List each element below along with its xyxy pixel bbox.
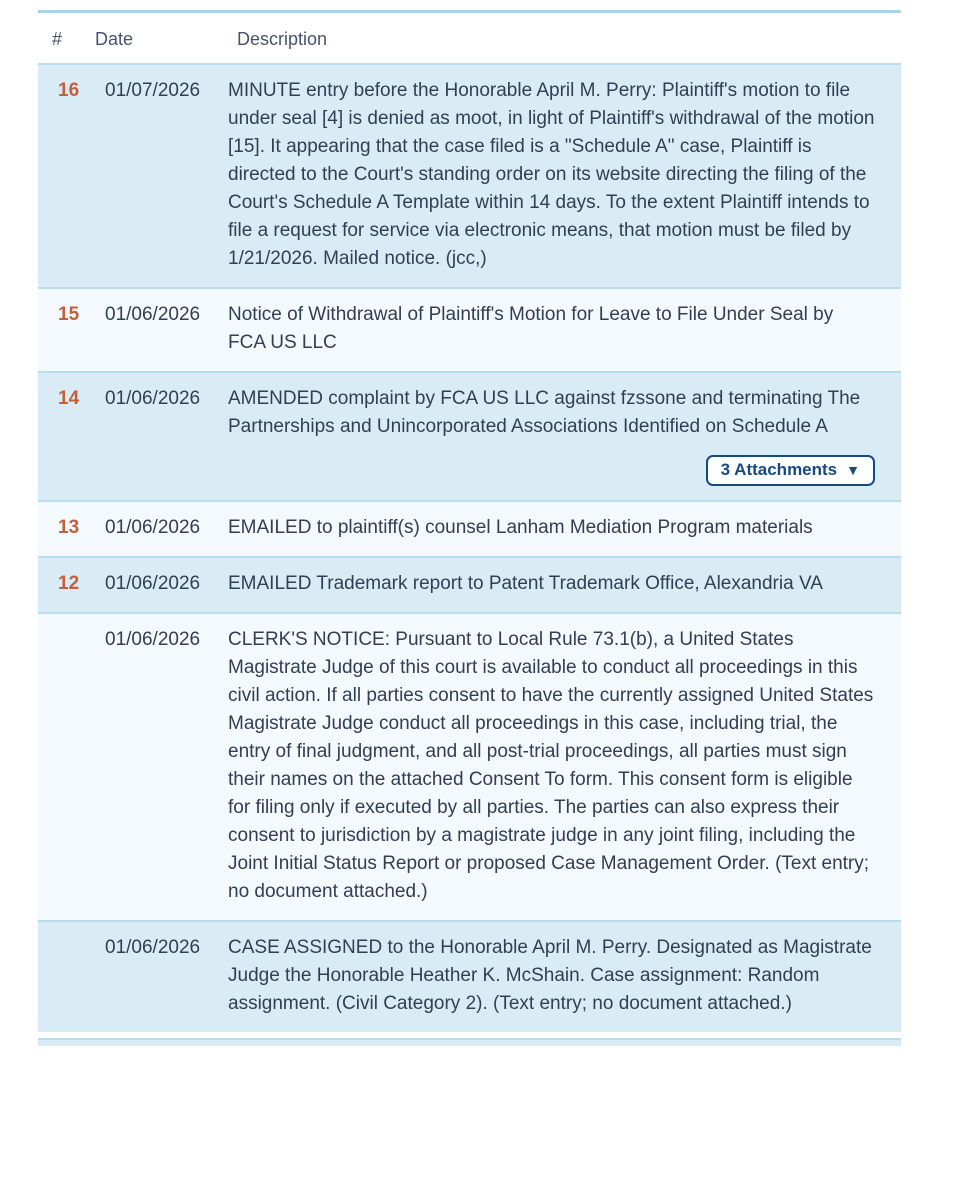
entry-number[interactable]: 13 xyxy=(58,517,80,538)
entry-number[interactable]: 12 xyxy=(58,573,80,594)
entry-date: 01/06/2026 xyxy=(105,573,201,594)
docket-table xyxy=(38,10,901,1046)
entry-number xyxy=(38,934,105,1018)
next-row-partial xyxy=(38,1038,901,1046)
entry-date: 01/06/2026 xyxy=(105,388,201,409)
docket-row-clerks-notice xyxy=(38,612,901,920)
entry-description: EMAILED to plaintiff(s) counsel Lanham Mediation Program materials xyxy=(228,517,813,538)
entry-date: 01/06/2026 xyxy=(105,517,201,538)
column-header-number: # xyxy=(52,29,63,49)
docket-rows xyxy=(38,63,901,1032)
docket-row-13 xyxy=(38,500,901,556)
entry-date: 01/06/2026 xyxy=(105,304,201,325)
docket-row-case-assigned xyxy=(38,920,901,1032)
docket-row-14 xyxy=(38,371,901,500)
entry-number[interactable]: 16 xyxy=(58,80,80,101)
entry-description: AMENDED complaint by FCA US LLC against fzssone and terminating The Partnerships and Unincorporated Associations Identified on Schedule A xyxy=(228,388,861,437)
entry-date: 01/06/2026 xyxy=(105,629,201,650)
docket-row-16 xyxy=(38,63,901,287)
entry-description: EMAILED Trademark report to Patent Trademark Office, Alexandria VA xyxy=(228,573,823,594)
column-header-date: Date xyxy=(95,29,134,49)
attachments-label: 3 Attachments xyxy=(720,460,838,479)
entry-number xyxy=(38,626,105,906)
docket-row-15 xyxy=(38,287,901,371)
entry-description: CASE ASSIGNED to the Honorable April M. Perry. Designated as Magistrate Judge the Honorable Heather K. McShain. Case assignment: Random assignment. (Civil Category 2). (Text entry; no document attached.) xyxy=(228,937,872,1014)
entry-date: 01/07/2026 xyxy=(105,80,201,101)
docket-row-12 xyxy=(38,556,901,612)
chevron-down-icon: ▼ xyxy=(846,462,860,478)
entry-number[interactable]: 14 xyxy=(58,388,80,409)
entry-number[interactable]: 15 xyxy=(58,304,80,325)
entry-date: 01/06/2026 xyxy=(105,937,201,958)
column-header-description: Description xyxy=(237,29,328,49)
attachments-button[interactable] xyxy=(706,455,875,486)
table-header xyxy=(38,13,901,63)
entry-description: MINUTE entry before the Honorable April M. Perry: Plaintiff's motion to file under seal [4] is denied as moot, in light of Plaintiff's withdrawal of the motion [15]. It appearing that the case filed is a "Schedule A" case, Plaintiff is directed to the Court's standing order on its website directing the filing of the Court's Schedule A Template within 14 days. To the extent Plaintiff intends to file a request for service via electronic means, that motion must be filed by 1/21/2026. Mailed notice. (jcc,) xyxy=(228,80,875,269)
entry-description: Notice of Withdrawal of Plaintiff's Motion for Leave to File Under Seal by FCA US LLC xyxy=(228,304,834,353)
entry-description: CLERK'S NOTICE: Pursuant to Local Rule 73.1(b), a United States Magistrate Judge of this court is available to conduct all proceedings in this civil action. If all parties consent to have the currently assigned United States Magistrate Judge conduct all proceedings in this case, including trial, the entry of final judgment, and all post-trial proceedings, all parties must sign their names on the attached Consent To form. This consent form is eligible for filing only if executed by all parties. The parties can also express their consent to jurisdiction by a magistrate judge in any joint filing, including the Joint Initial Status Report or proposed Case Management Order. (Text entry; no document attached.) xyxy=(228,629,874,902)
attachments-row xyxy=(228,455,875,486)
